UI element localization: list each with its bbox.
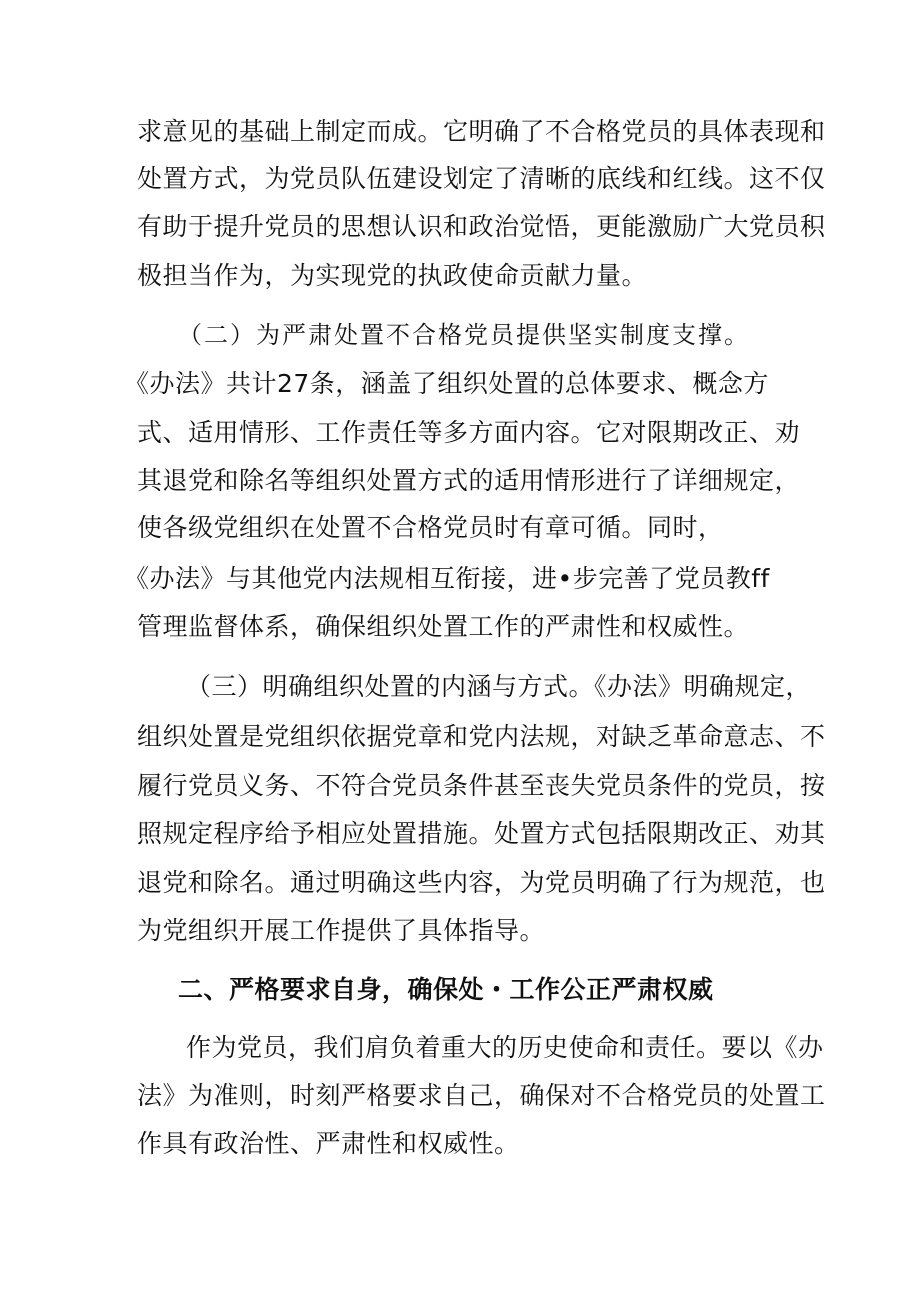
paragraph-line: 使各级党组织在处置不合格党员时有章可循。同时， xyxy=(137,513,724,542)
paragraph-line: 处置方式，为党员队伍建设划定了清晰的底线和红线。这不仅 xyxy=(137,164,826,193)
paragraph-line: 作具有政治性、严肃性和权威性。 xyxy=(137,1129,520,1158)
paragraph-line: 法》为准则，时刻严格要求自己，确保对不合格党员的处置工 xyxy=(137,1081,826,1110)
paragraph-line: 《办法》与其他党内法规相互衔接，进•步完善了党员教ff xyxy=(124,564,770,593)
paragraph-line: 《办法》共计27条，涵盖了组织处置的总体要求、概念方 xyxy=(124,369,769,398)
paragraph-line: 退党和除名。通过明确这些内容，为党员明确了行为规范，也 xyxy=(137,868,826,897)
section-heading: （二）为严肃处置不合格党员提供坚实制度支撑。 xyxy=(178,321,750,349)
paragraph-line: 管理监督体系，确保组织处置工作的严肃性和权威性。 xyxy=(137,612,750,641)
paragraph-line: 求意见的基础上制定而成。它明确了不合格党员的具体表现和 xyxy=(137,117,826,146)
paragraph-line: 其退党和除名等组织处置方式的适用情形进行了详细规定， xyxy=(137,466,801,495)
paragraph-line: 极担当作为，为实现党的执政使命贡献力量。 xyxy=(137,261,648,290)
paragraph-line: （三）明确组织处置的内涵与方式。《办法》明确规定， xyxy=(186,672,812,701)
chapter-heading: 二、严格要求自身，确保处・工作公正严肃权威 xyxy=(178,975,714,1004)
paragraph-line: 为党组织开展工作提供了具体指导。 xyxy=(137,916,546,945)
paragraph-line: 作为党员，我们肩负着重大的历史使命和责任。要以《办 xyxy=(186,1033,824,1062)
paragraph-line: 式、适用情形、工作责任等多方面内容。它对限期改正、劝 xyxy=(137,418,801,447)
paragraph-line: 履行党员义务、不符合党员条件甚至丧失党员条件的党员，按 xyxy=(137,771,826,800)
paragraph-line: 照规定程序给予相应处置措施。处置方式包括限期改正、劝其 xyxy=(137,819,826,848)
paragraph-line: 组织处置是党组织依据党章和党内法规，对缺乏革命意志、不 xyxy=(137,722,826,751)
paragraph-line: 有助于提升党员的思想认识和政治觉悟，更能激励广大党员积 xyxy=(137,212,826,241)
